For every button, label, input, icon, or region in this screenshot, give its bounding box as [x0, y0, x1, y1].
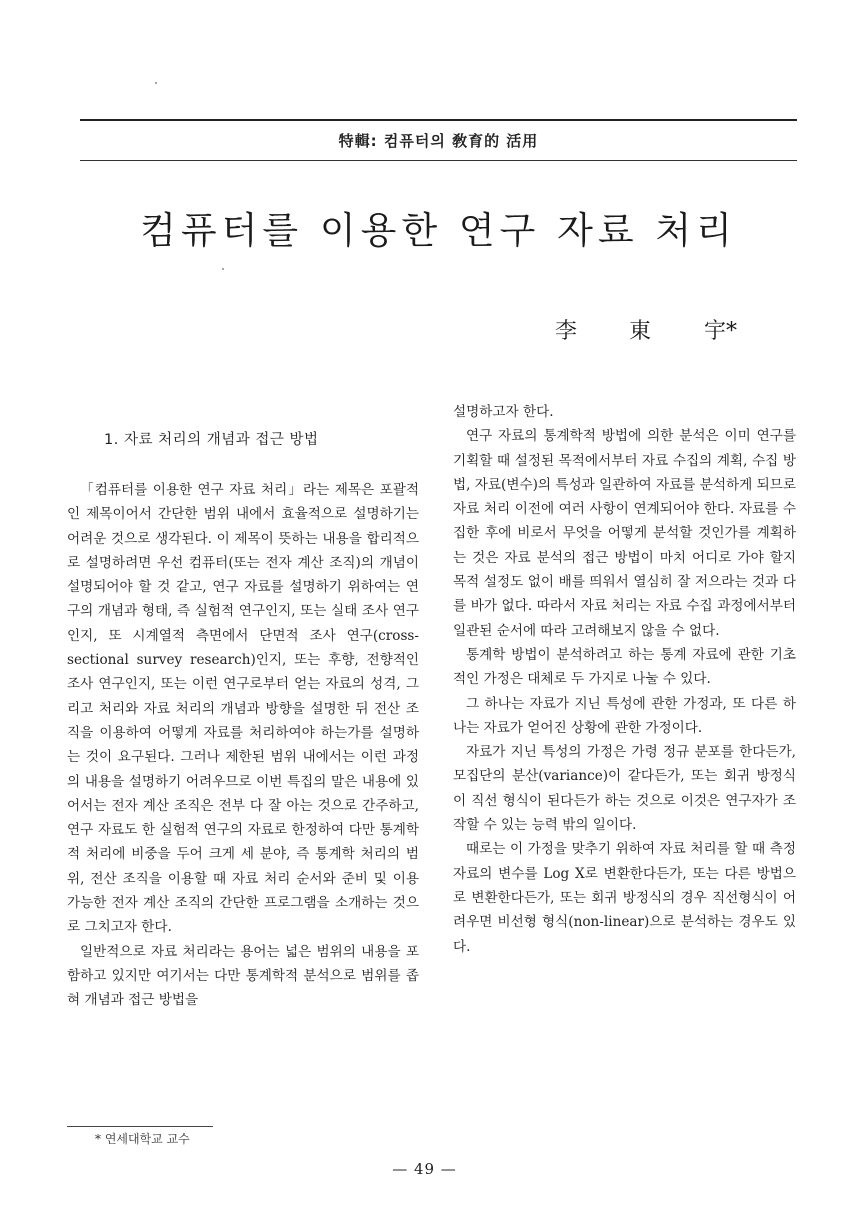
footnote-rule: [67, 1126, 213, 1127]
special-issue-banner: 特輯: 컴퓨터의 敎育的 活用: [338, 132, 539, 150]
paragraph: 때로는 이 가정을 맞추기 위하여 자료 처리를 할 때 측정 자료의 변수를 Log X로 변환한다든가, 또는 다른 방법으로 변환한다든가, 또는 회귀 방정식의 경우 직선형식이 어려우면 비선형 형식(non-linear)으로 분석하는 경우도 있다.: [453, 841, 796, 955]
left-column: [67, 478, 419, 1013]
paragraph: 「컴퓨터를 이용한 연구 자료 처리」라는 제목은 포괄적인 제목이어서 간단한 범위 내에서 효율적으로 설명하기는 어려운 것으로 생각된다. 이 제목이 뜻하는 내용을 합리적으로 설명하려면 우선 컴퓨터(또는 전자 계산 조직)의 개념이 설명되어야 할 것 같고, 연구 자료를 설명하기 위하여는 연구의 개념과 형태, 즉 실험적 연구인지, 또는 실태 조사 연구인지, 또 시계열적 측면에서 단면적 조사 연구(cross-sectional survey research)인지, 또는 후향, 전향적인 조사 연구인지, 또는 이런 연구로부터 얻는 자료의 성격, 그리고 처리와 자료 처리의 개념과 방향을 설명한 뒤 전산 조직을 이용하여 어떻게 자료를 처리하여야 하는가를 설명하는 것이 요구된다. 그러나 제한된 범위 내에서는 이런 과정의 내용을 설명하기 어려우므로 이번 특집의 말은 내용에 있어서는 전자 계산 조직은 전부 다 잘 아는 것으로 간주하고, 연구 자료도 한 실험적 연구의 자료로 한정하여 다만 통계학적 처리에 비중을 두어 크게 세 분야, 즉 통계학 처리의 범위, 전산 조직을 이용할 때 자료 처리 순서와 준비 및 이용 가능한 전자 계산 조직의 간단한 프로그램을 소개하는 것으로 그치고자 한다.: [67, 482, 419, 936]
author-char-1: 李: [555, 319, 578, 344]
section-heading: 1. 자료 처리의 개념과 접근 방법: [104, 432, 319, 448]
paragraph: 자료가 지닌 특성의 가정은 가령 정규 분포를 한다든가, 모집단의 분산(variance)이 같다든가, 또는 회귀 방정식이 직선 형식이 된다든가 하는 것으로 이것은 연구자가 조작할 수 있는 능력 밖의 일이다.: [453, 744, 796, 834]
right-column: [453, 400, 796, 959]
paragraph: 그 하나는 자료가 지닌 특성에 관한 가정과, 또 다른 하나는 자료가 얻어진 상황에 관한 가정이다.: [453, 695, 796, 736]
scan-speck: [222, 268, 224, 270]
paragraph: 일반적으로 자료 처리라는 용어는 넓은 범위의 내용을 포함하고 있지만 여기서는 다만 통계학적 분석으로 범위를 좁혀 개념과 접근 방법을: [67, 943, 419, 1009]
author-char-3: 宇*: [704, 319, 738, 344]
page-number: — 49 —: [392, 1160, 457, 1178]
article-title: 컴퓨터를 이용한 연구 자료 처리: [140, 209, 737, 252]
paragraph: 설명하고자 한다.: [453, 404, 554, 420]
author-footnote: * 연세대학교 교수: [95, 1132, 190, 1146]
header-rule-top: [80, 119, 797, 121]
paragraph: 통계학 방법이 분석하려고 하는 통계 자료에 관한 기초적인 가정은 대체로 두 가지로 나눌 수 있다.: [453, 646, 796, 688]
author-name: [555, 318, 737, 346]
scan-speck: [155, 82, 157, 84]
author-char-2: 東: [629, 319, 652, 344]
header-rule-bottom: [80, 160, 797, 161]
paragraph: 연구 자료의 통계학적 방법에 의한 분석은 이미 연구를 기획할 때 설정된 목적에서부터 자료 수집의 계획, 수집 방법, 자료(변수)의 특성과 일관하여 자료를 분석하게 되므로 자료 처리 이전에 여러 사항이 연계되어야 한다. 자료를 수집한 후에 비로서 무엇을 어떻게 분석할 것인가를 계획하는 것은 자료 분석의 접근 방법이 마치 어디로 가야 할지 목적 설정도 없이 배를 띄워서 열심히 잘 저으라는 것과 다를 바가 없다. 따라서 자료 처리는 자료 수집 과정에서부터 일관된 순서에 따라 고려해보지 않을 수 없다.: [453, 428, 796, 639]
